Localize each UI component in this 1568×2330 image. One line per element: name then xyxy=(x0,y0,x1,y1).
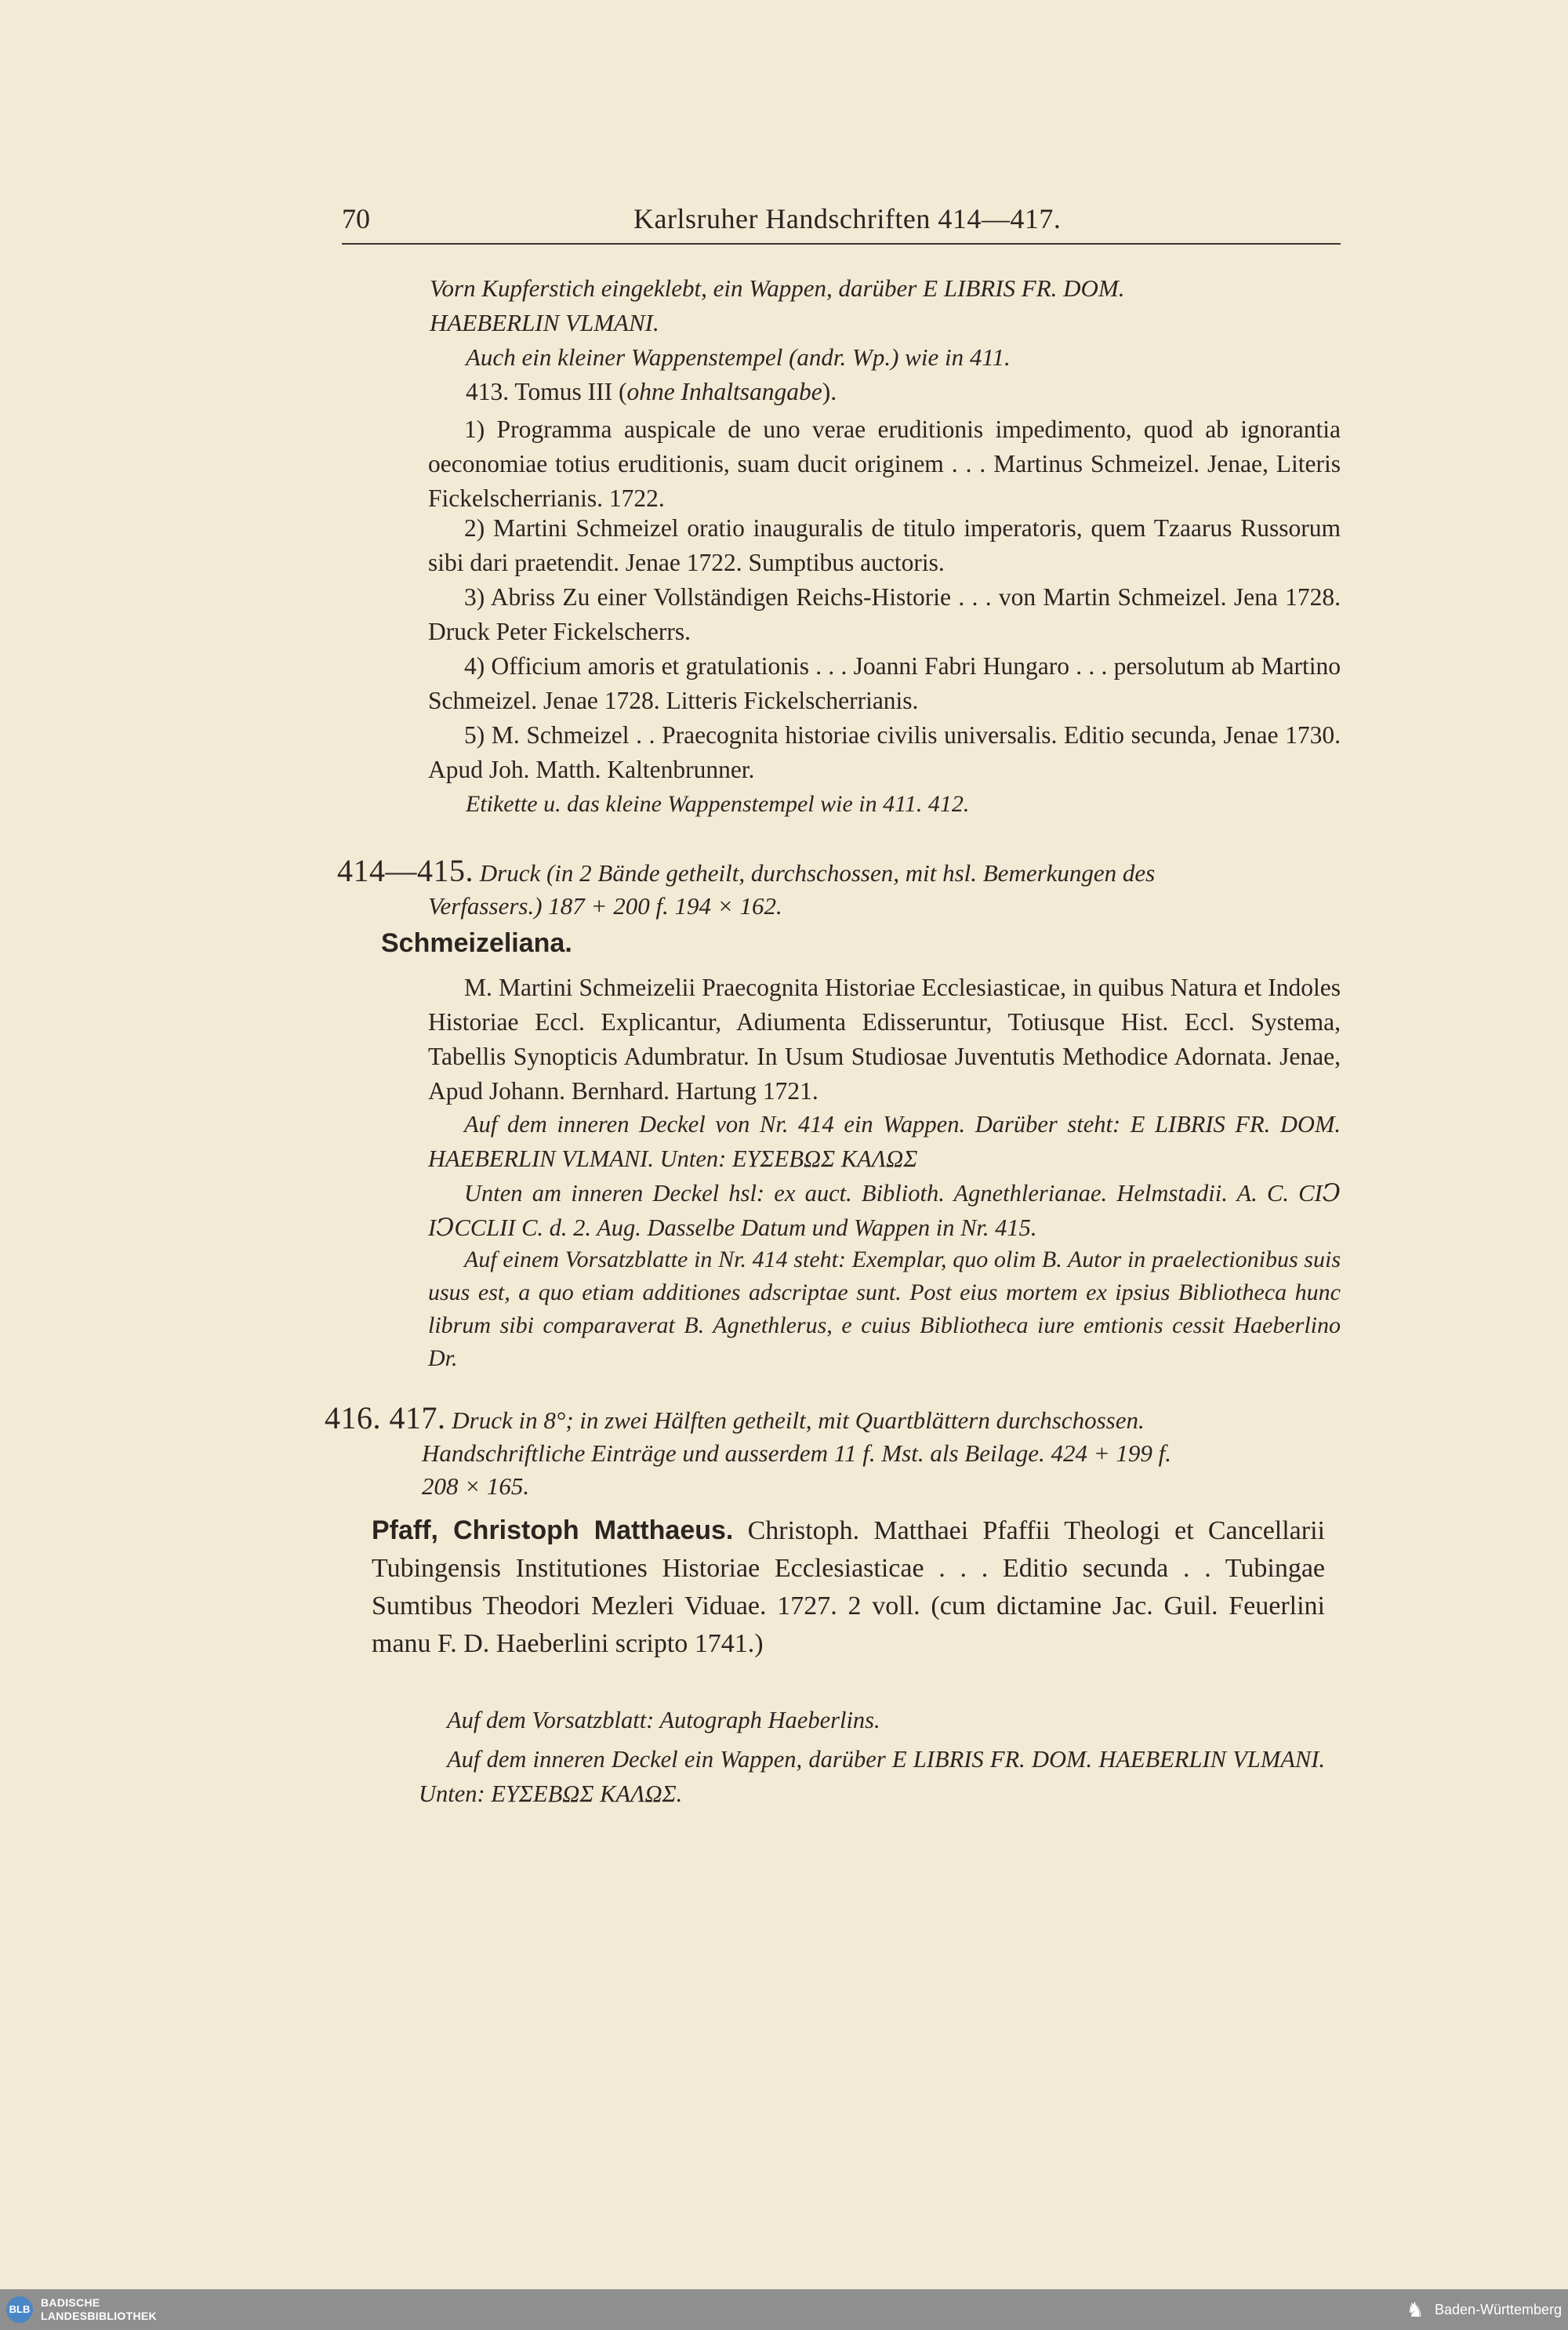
book-title-416-text: Christoph. Matthaei Pfaffii Theologi et Cancellarii Tubingensis Institutiones Historiae Ecclesiasticae . . . Editio secunda . . Tubingae Sumtibus Theodori Mezleri Viduae. 1727. 2 voll. (cum dictamine Jac. Guil. Feuerlini manu F. D. Haeberlini scripto 1741.) xyxy=(372,1516,1325,1658)
author-heading-pfaff: Pfaff, Christoph Matthaeus. xyxy=(372,1515,734,1545)
library-name: BADISCHE LANDESBIBLIOTHEK xyxy=(41,2296,157,2322)
bw-coat-of-arms-icon: ♞ xyxy=(1406,2298,1425,2321)
book-title-414: M. Martini Schmeizelii Praecognita Historiae Ecclesiasticae, in quibus Natura et Indoles Historiae Eccl. Explicantur, Adiumenta Edisseruntur, Totiusque Hist. Eccl. Systema, Tabellis Synopticis Adumbratur. In Usum Studiosae Juventutis Methodice Adornata. Jenae, Apud Johann. Bernhard. Hartung 1721. xyxy=(428,974,1341,1105)
note-416-flyleaf: Auf dem Vorsatzblatt: Autograph Haeberlins. xyxy=(447,1707,880,1733)
front-note-line1: Vorn Kupferstich eingeklebt, ein Wappen, darüber E LIBRIS FR. DOM. xyxy=(430,274,1125,302)
book-title-416 xyxy=(372,1512,1325,1663)
page-number: 70 xyxy=(342,203,370,234)
entry-number-416: 416. 417. xyxy=(325,1400,446,1435)
entry-number: 414—415. xyxy=(337,853,474,888)
front-note-line2: HAEBERLIN VLMANI. xyxy=(430,309,659,336)
tomus-note: ohne Inhaltsangabe xyxy=(626,378,822,405)
note-414-cover: Auf dem inneren Deckel von Nr. 414 ein Wappen. Darüber steht: E LIBRIS FR. DOM. HAEBERLIN VLMANI. Unten: ΕΥΣΕΒΩΣ ΚΑΛΩΣ xyxy=(428,1111,1341,1172)
entry-416-417-desc xyxy=(325,1402,1341,1503)
running-title: Karlsruher Handschriften 414—417. xyxy=(633,203,1062,234)
entry-desc-line2: Verfassers.) 187 + 200 f. 194 × 162. xyxy=(428,892,782,920)
entry-414-415-desc xyxy=(337,855,1353,923)
footer-bar xyxy=(0,2289,1568,2330)
etikette-note: Etikette u. das kleine Wappenstempel wie in 411. 412. xyxy=(466,791,970,817)
entry416-desc-line1: Druck in 8°; in zwei Hälften getheilt, mit Quartblättern durchschossen. xyxy=(452,1406,1145,1434)
entry416-desc-line3: 208 × 165. xyxy=(422,1472,530,1500)
item-3: 3) Abriss Zu einer Vollständigen Reichs-Historie . . . von Martin Schmeizel. Jena 1728. Druck Peter Fickelscherrs. xyxy=(428,583,1341,645)
item-2: 2) Martini Schmeizel oratio inauguralis de titulo imperatoris, quem Tzaarus Russorum sibi dari praetendit. Jenae 1722. Sumptibus auctoris. xyxy=(428,514,1341,576)
entry416-desc-line2: Handschriftliche Einträge und ausserdem 11 f. Mst. als Beilage. 424 + 199 f. xyxy=(422,1439,1171,1467)
entry-desc-line1: Druck (in 2 Bände getheilt, durchschossen, mit hsl. Bemerkungen des xyxy=(479,859,1156,887)
blb-logo-icon: BLB xyxy=(6,2296,33,2323)
item-5: 5) M. Schmeizel . . Praecognita historiae civilis universalis. Editio secunda, Jenae 1730. Apud Joh. Matth. Kaltenbrunner. xyxy=(428,721,1341,783)
state-name: Baden-Württemberg xyxy=(1435,2302,1563,2317)
item-1: 1) Programma auspicale de uno verae eruditionis impedimento, quod ab ignorantia oeconomiae totius eruditionis, suam ducit originem . . . Martinus Schmeizel. Jenae, Literis Fickelscherrianis. 1722. xyxy=(428,416,1341,512)
section-heading-schmeizeliana: Schmeizeliana. xyxy=(381,928,572,958)
note-414-flyleaf: Auf einem Vorsatzblatte in Nr. 414 steht: Exemplar, quo olim B. Autor in praelectionibus suis usus est, a quo etiam additiones adscriptae sunt. Post eius mortem ex ipsius Bibliotheca hunc librum sibi comparaverat B. Agnethlerus, e cuius Bibliotheca iure emtionis cessit Haeberlino Dr. xyxy=(428,1247,1341,1371)
stamp-note: Auch ein kleiner Wappenstempel (andr. Wp.) wie in 411. xyxy=(466,343,1011,371)
page-header xyxy=(342,202,1341,245)
note-416-cover: Auf dem inneren Deckel ein Wappen, darüber E LIBRIS FR. DOM. HAEBERLIN VLMANI. Unten: ΕΥΣΕΒΩΣ ΚΑΛΩΣ. xyxy=(419,1746,1325,1807)
tomus-heading: 413. Tomus III (ohne Inhaltsangabe). xyxy=(466,378,837,405)
item-4: 4) Officium amoris et gratulationis . . . Joanni Fabri Hungaro . . . persolutum ab Martino Schmeizel. Jenae 1728. Litteris Fickelscherrianis. xyxy=(428,652,1341,714)
note-414-provenance: Unten am inneren Deckel hsl: ex auct. Biblioth. Agnethlerianae. Helmstadii. A. C. CIↃ IↃCCLII C. d. 2. Aug. Dasselbe Datum und Wappen in Nr. 415. xyxy=(428,1180,1341,1241)
